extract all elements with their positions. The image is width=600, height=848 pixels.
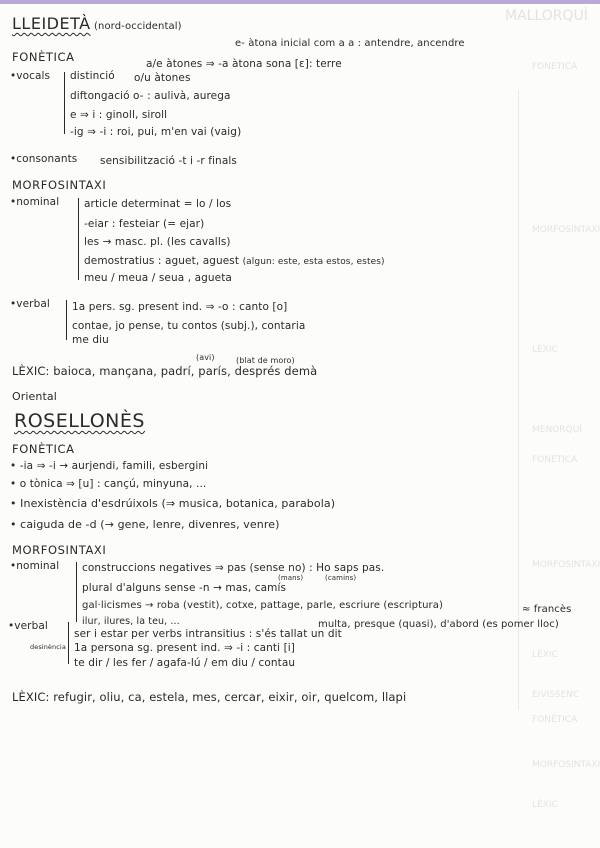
- rosello-inexistencia: • Inexistència d'esdrúixols (⇒ musica, botanica, parabola): [10, 497, 336, 510]
- rosello-lexic-text: : refugir, oliu, ca, estela, mes, cercar, eixir, oir, quelcom, llapi: [45, 690, 407, 704]
- rosello-multa: multa, presque (quasi), d'abord (es pomer lloc): [318, 619, 559, 630]
- rosello-o-tonica: • o tònica ⇒ [u] : cançú, minyuna, ...: [10, 478, 207, 490]
- lleida-article: article determinat = lo / los: [84, 198, 232, 210]
- ghost-item: FONÈTICA: [532, 715, 578, 725]
- rosello-verbal-label: •verbal: [8, 620, 48, 632]
- ghost-item: MENORQUÍ: [532, 425, 582, 435]
- lleida-demostratius: demostratius : aguet, aguest (algun: este, esta estos, estes): [84, 255, 385, 267]
- ghost-item: LÈXIC: [532, 345, 558, 355]
- ghost-item: FONÈTICA: [532, 455, 578, 465]
- lleida-lexic-note-blat: (blat de moro): [236, 356, 295, 365]
- lleida-vocals-label: •vocals: [10, 70, 51, 82]
- lleida-vocals-brace: [64, 72, 65, 134]
- lleida-les: les → masc. pl. (les cavalls): [84, 236, 231, 248]
- lleida-ig: -ig ⇒ -i : roi, pui, m'en vai (vaig): [70, 126, 242, 138]
- ghost-item: FONÈTICA: [532, 62, 578, 72]
- lleida-lexic-text: : baioca, mançana, padrí, parís, després demà: [45, 364, 318, 378]
- rosello-lexic-label: LÈXIC: [12, 690, 46, 704]
- lleida-lexic-label: LÈXIC: [12, 364, 46, 378]
- oriental-label: Oriental: [12, 390, 57, 403]
- lleida-meu: meu / meua / seua , agueta: [84, 272, 232, 284]
- bleed-through-text: [300, 0, 600, 848]
- rosello-plural: plural d'alguns sense -n → mas, camís: [82, 582, 287, 594]
- rosello-ilur: ilur, ilures, la teu, ...: [82, 616, 180, 627]
- lleida-atones-2: o/u àtones: [134, 72, 191, 84]
- lleida-heading: [12, 14, 182, 33]
- lleida-lexic: [12, 364, 317, 378]
- lleida-e-i: e ⇒ i : ginoll, siroll: [70, 109, 168, 121]
- rosello-fonetica-heading: FONÈTICA: [12, 442, 75, 456]
- lleida-title: LLEIDETÀ: [12, 14, 91, 33]
- rosello-desinencia: desinència: [30, 643, 66, 651]
- lleida-sensibilitzacio: sensibilització -t i -r finals: [100, 155, 237, 167]
- lleida-verbal-brace: [66, 300, 67, 340]
- lleida-verbal-label: •verbal: [10, 298, 50, 310]
- rosello-morfo-heading: MORFOSINTAXI: [12, 543, 107, 557]
- lleida-distincio: distinció: [70, 70, 115, 82]
- rosello-gal: gal·licismes → roba (vestit), cotxe, pattage, parle, escriure (escriptura): [82, 600, 443, 611]
- rosello-plural-note-mans: (mans): [278, 574, 304, 582]
- ghost-item: MORFOSINTAXI: [532, 760, 600, 770]
- rosello-caiguda: • caiguda de -d (→ gene, lenre, divenres, venre): [10, 518, 280, 531]
- lleida-atones-1: a/e àtones ⇒ -a àtona sona [ɛ]: terre: [146, 58, 342, 70]
- ghost-item: MORFOSINTAXI: [532, 560, 600, 570]
- rosello-nominal-brace: [76, 562, 77, 622]
- rosello-ia: • -ia ⇒ -i → aurjendi, famili, esbergini: [10, 460, 209, 472]
- lleida-pers: 1a pers. sg. present ind. ⇒ -o : canto [o]: [72, 301, 288, 313]
- rosello-plural-note-camins: (camins): [325, 574, 357, 582]
- rosello-gal-note: ≈ francès: [522, 604, 572, 615]
- rosello-ser: ser i estar per verbs intransitius : s'és tallat un dit: [74, 628, 342, 640]
- rosello-pers: 1a persona sg. present ind. ⇒ -i : canti [i]: [74, 642, 295, 654]
- lleida-lexic-note-avi: (avi): [196, 353, 215, 362]
- lleida-morfo-heading: MORFOSINTAXI: [12, 178, 107, 192]
- ghost-title: MALLORQUÍ: [505, 8, 588, 24]
- ghost-item: LÈXIC: [532, 800, 558, 810]
- lleida-etona-note: e- àtona inicial com a a : antendre, ancendre: [235, 38, 465, 49]
- rosello-title: ROSELLONÈS: [14, 410, 145, 432]
- ghost-item: LÈXIC: [532, 650, 558, 660]
- lleida-fonetica-heading: FONÈTICA: [12, 50, 75, 64]
- lleida-title-note: (nord-occidental): [94, 21, 182, 32]
- lleida-eiar: -eiar : festeiar (= ejar): [84, 218, 205, 230]
- rosello-negatives: construccions negatives ⇒ pas (sense no) : Ho saps pas.: [82, 562, 385, 574]
- rosello-verbal-brace: [68, 622, 69, 664]
- lleida-contae: contae, jo pense, tu contos (subj.), contaria: [72, 320, 306, 332]
- lleida-nominal-label: •nominal: [10, 196, 60, 208]
- rosello-te-dir: te dir / les fer / agafa-lú / em diu / contau: [74, 657, 296, 669]
- rosello-lexic: [12, 690, 406, 704]
- ghost-item: EIVISSENC: [532, 690, 580, 700]
- lleida-nominal-brace: [78, 198, 79, 280]
- lleida-diftongacio: diftongació o- : aulivà, aurega: [70, 90, 231, 102]
- lleida-me-diu: me diu: [72, 334, 109, 346]
- rosello-nominal-label: •nominal: [10, 560, 60, 572]
- ghost-item: MORFOSINTAXI: [532, 225, 600, 235]
- lleida-consonants-label: •consonants: [10, 153, 78, 165]
